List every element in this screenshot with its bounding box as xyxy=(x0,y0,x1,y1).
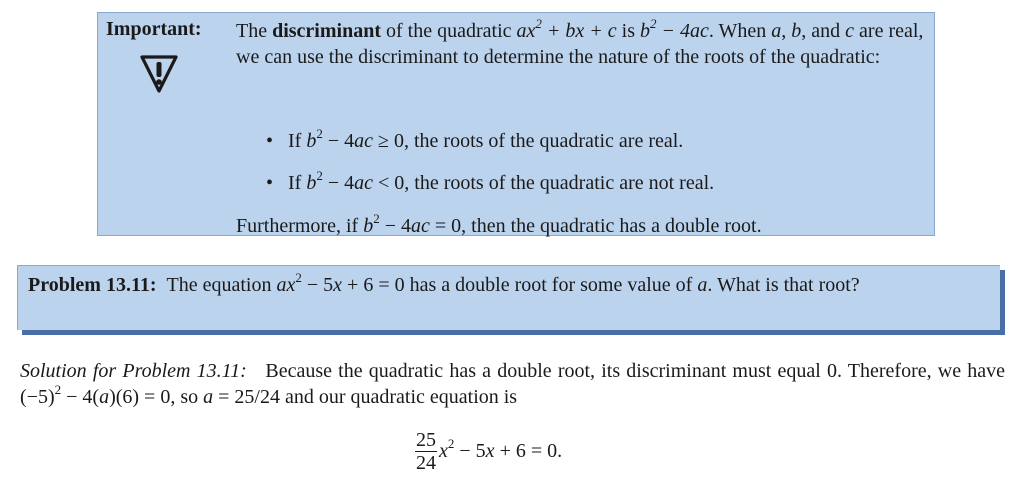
bullet-dot: • xyxy=(266,130,274,152)
intro-text-d: . When a, b, and c are real, we can use the discriminant to determine the nature of the roots of the quadratic: xyxy=(236,20,924,68)
problem-box xyxy=(17,265,1000,330)
intro-text-b: of the quadratic xyxy=(381,20,517,42)
important-label: Important: xyxy=(106,18,202,40)
problem-body: The equation $ax^2 - 5x + 6 = 0$ has a double root for some value of a. What is that root? xyxy=(166,270,860,296)
bullet-text: If $b^2 - 4ac < 0$, the roots of the quadratic are not real. xyxy=(288,168,715,194)
important-body xyxy=(236,16,926,237)
equation-rest: $x^2 - 5x + 6 = 0$. xyxy=(439,435,563,462)
bullet-text: If $b^2 - 4ac \ge 0$, the roots of the quadratic are real. xyxy=(288,126,684,152)
warning-triangle-icon xyxy=(139,53,179,95)
important-callout xyxy=(97,12,935,236)
solution-section xyxy=(20,358,1005,410)
discriminant-term: discriminant xyxy=(272,20,381,42)
fraction-numerator: 25 xyxy=(416,428,436,451)
fraction-denominator: 24 xyxy=(416,451,436,474)
furthermore-text: Furthermore, if $b^2 - 4ac = 0$, then the quadratic has a double root. xyxy=(236,211,762,237)
solution-body: Because the quadratic has a double root, its discriminant must equal 0. Therefore, we have $(-5)^2 - 4(a)(6) = 0$, so a = 25/24 and our quadratic equation is xyxy=(20,360,1006,408)
fraction xyxy=(415,429,437,474)
solution-paragraph xyxy=(20,358,1005,410)
intro-text-c: is xyxy=(616,20,640,42)
bullet-dot: • xyxy=(266,172,274,194)
display-equation xyxy=(415,422,562,480)
problem-label: Problem 13.11: xyxy=(28,274,157,296)
intro-text-a: The xyxy=(236,20,273,42)
important-intro xyxy=(236,18,926,70)
problem-statement xyxy=(28,272,990,298)
solution-label: Solution for Problem 13.11: xyxy=(20,360,247,382)
quadratic-expression: $ax^2$ + bx + c xyxy=(516,16,617,42)
discriminant-expression: $b^2 - 4ac$ xyxy=(639,16,709,42)
